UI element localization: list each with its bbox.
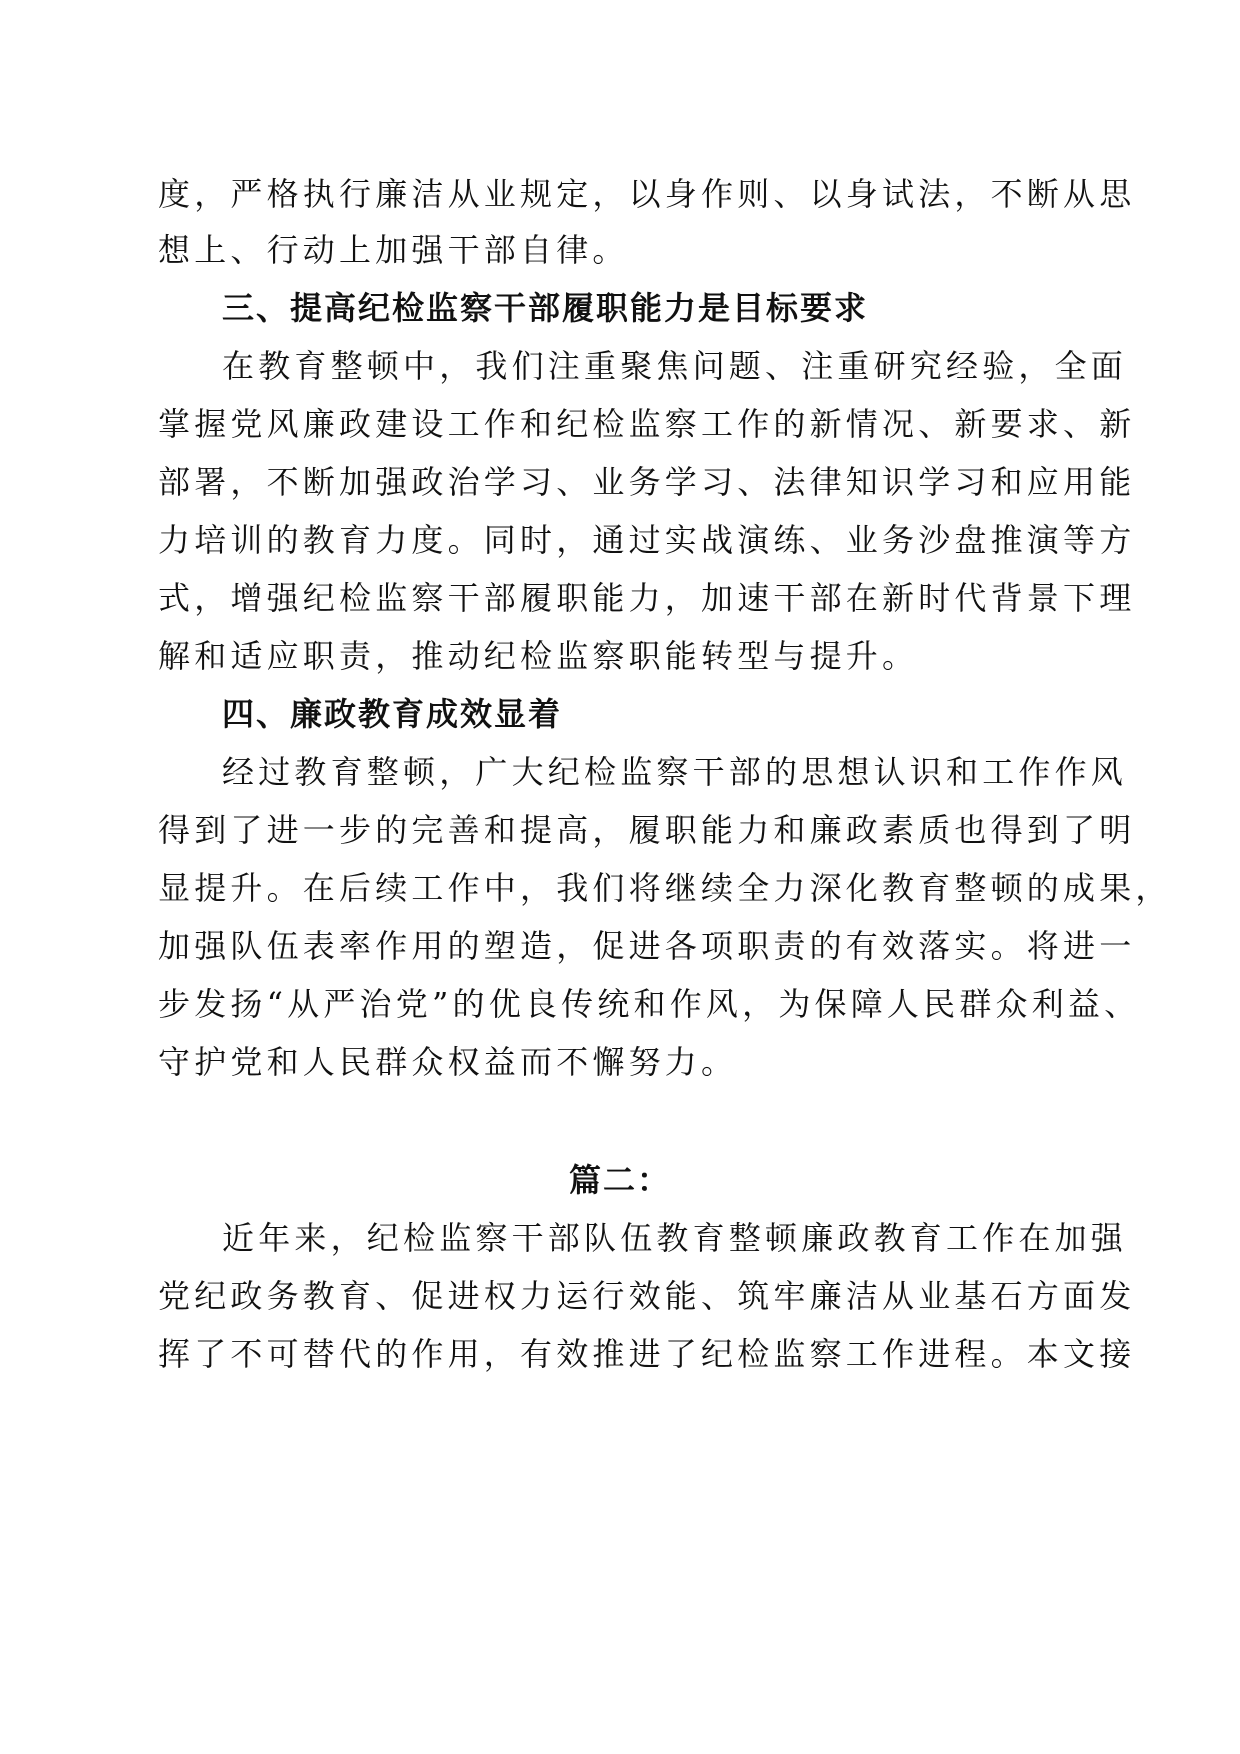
section-heading-4: 四、廉政教育成效显着 — [222, 695, 563, 733]
paragraph-line: 党纪政务教育、促进权力运行效能、筑牢廉洁从业基石方面发 — [158, 1277, 1136, 1315]
paragraph-line: 在教育整顿中，我们注重聚焦问题、注重研究经验，全面 — [222, 347, 1128, 385]
paragraph-line: 步发扬“从严治党”的优良传统和作风，为保障人民群众利益、 — [158, 985, 1141, 1023]
section-title: 篇二： — [568, 1161, 671, 1199]
paragraph-line: 想上、行动上加强干部自律。 — [158, 231, 629, 269]
paragraph-line: 力培训的教育力度。同时，通过实战演练、业务沙盘推演等方 — [158, 521, 1136, 559]
paragraph-line: 近年来，纪检监察干部队伍教育整顿廉政教育工作在加强 — [222, 1219, 1128, 1257]
paragraph-line: 式，增强纪检监察干部履职能力，加速干部在新时代背景下理 — [158, 579, 1136, 617]
paragraph-line: 挥了不可替代的作用，有效推进了纪检监察工作进程。本文接 — [158, 1335, 1136, 1373]
paragraph-line: 得到了进一步的完善和提高，履职能力和廉政素质也得到了明 — [158, 811, 1136, 849]
paragraph-line: 显提升。在后续工作中，我们将继续全力深化教育整顿的成果， — [158, 869, 1172, 907]
paragraph-line: 加强队伍表率作用的塑造，促进各项职责的有效落实。将进一 — [158, 927, 1136, 965]
paragraph-line: 掌握党风廉政建设工作和纪检监察工作的新情况、新要求、新 — [158, 405, 1136, 443]
paragraph-line: 守护党和人民群众权益而不懈努力。 — [158, 1043, 738, 1081]
paragraph-line: 度，严格执行廉洁从业规定，以身作则、以身试法，不断从思 — [158, 175, 1136, 213]
paragraph-line: 经过教育整顿，广大纪检监察干部的思想认识和工作作风 — [222, 753, 1128, 791]
paragraph-line: 部署，不断加强政治学习、业务学习、法律知识学习和应用能 — [158, 463, 1136, 501]
paragraph-line: 解和适应职责，推动纪检监察职能转型与提升。 — [158, 637, 919, 675]
section-heading-3: 三、提高纪检监察干部履职能力是目标要求 — [222, 289, 869, 327]
